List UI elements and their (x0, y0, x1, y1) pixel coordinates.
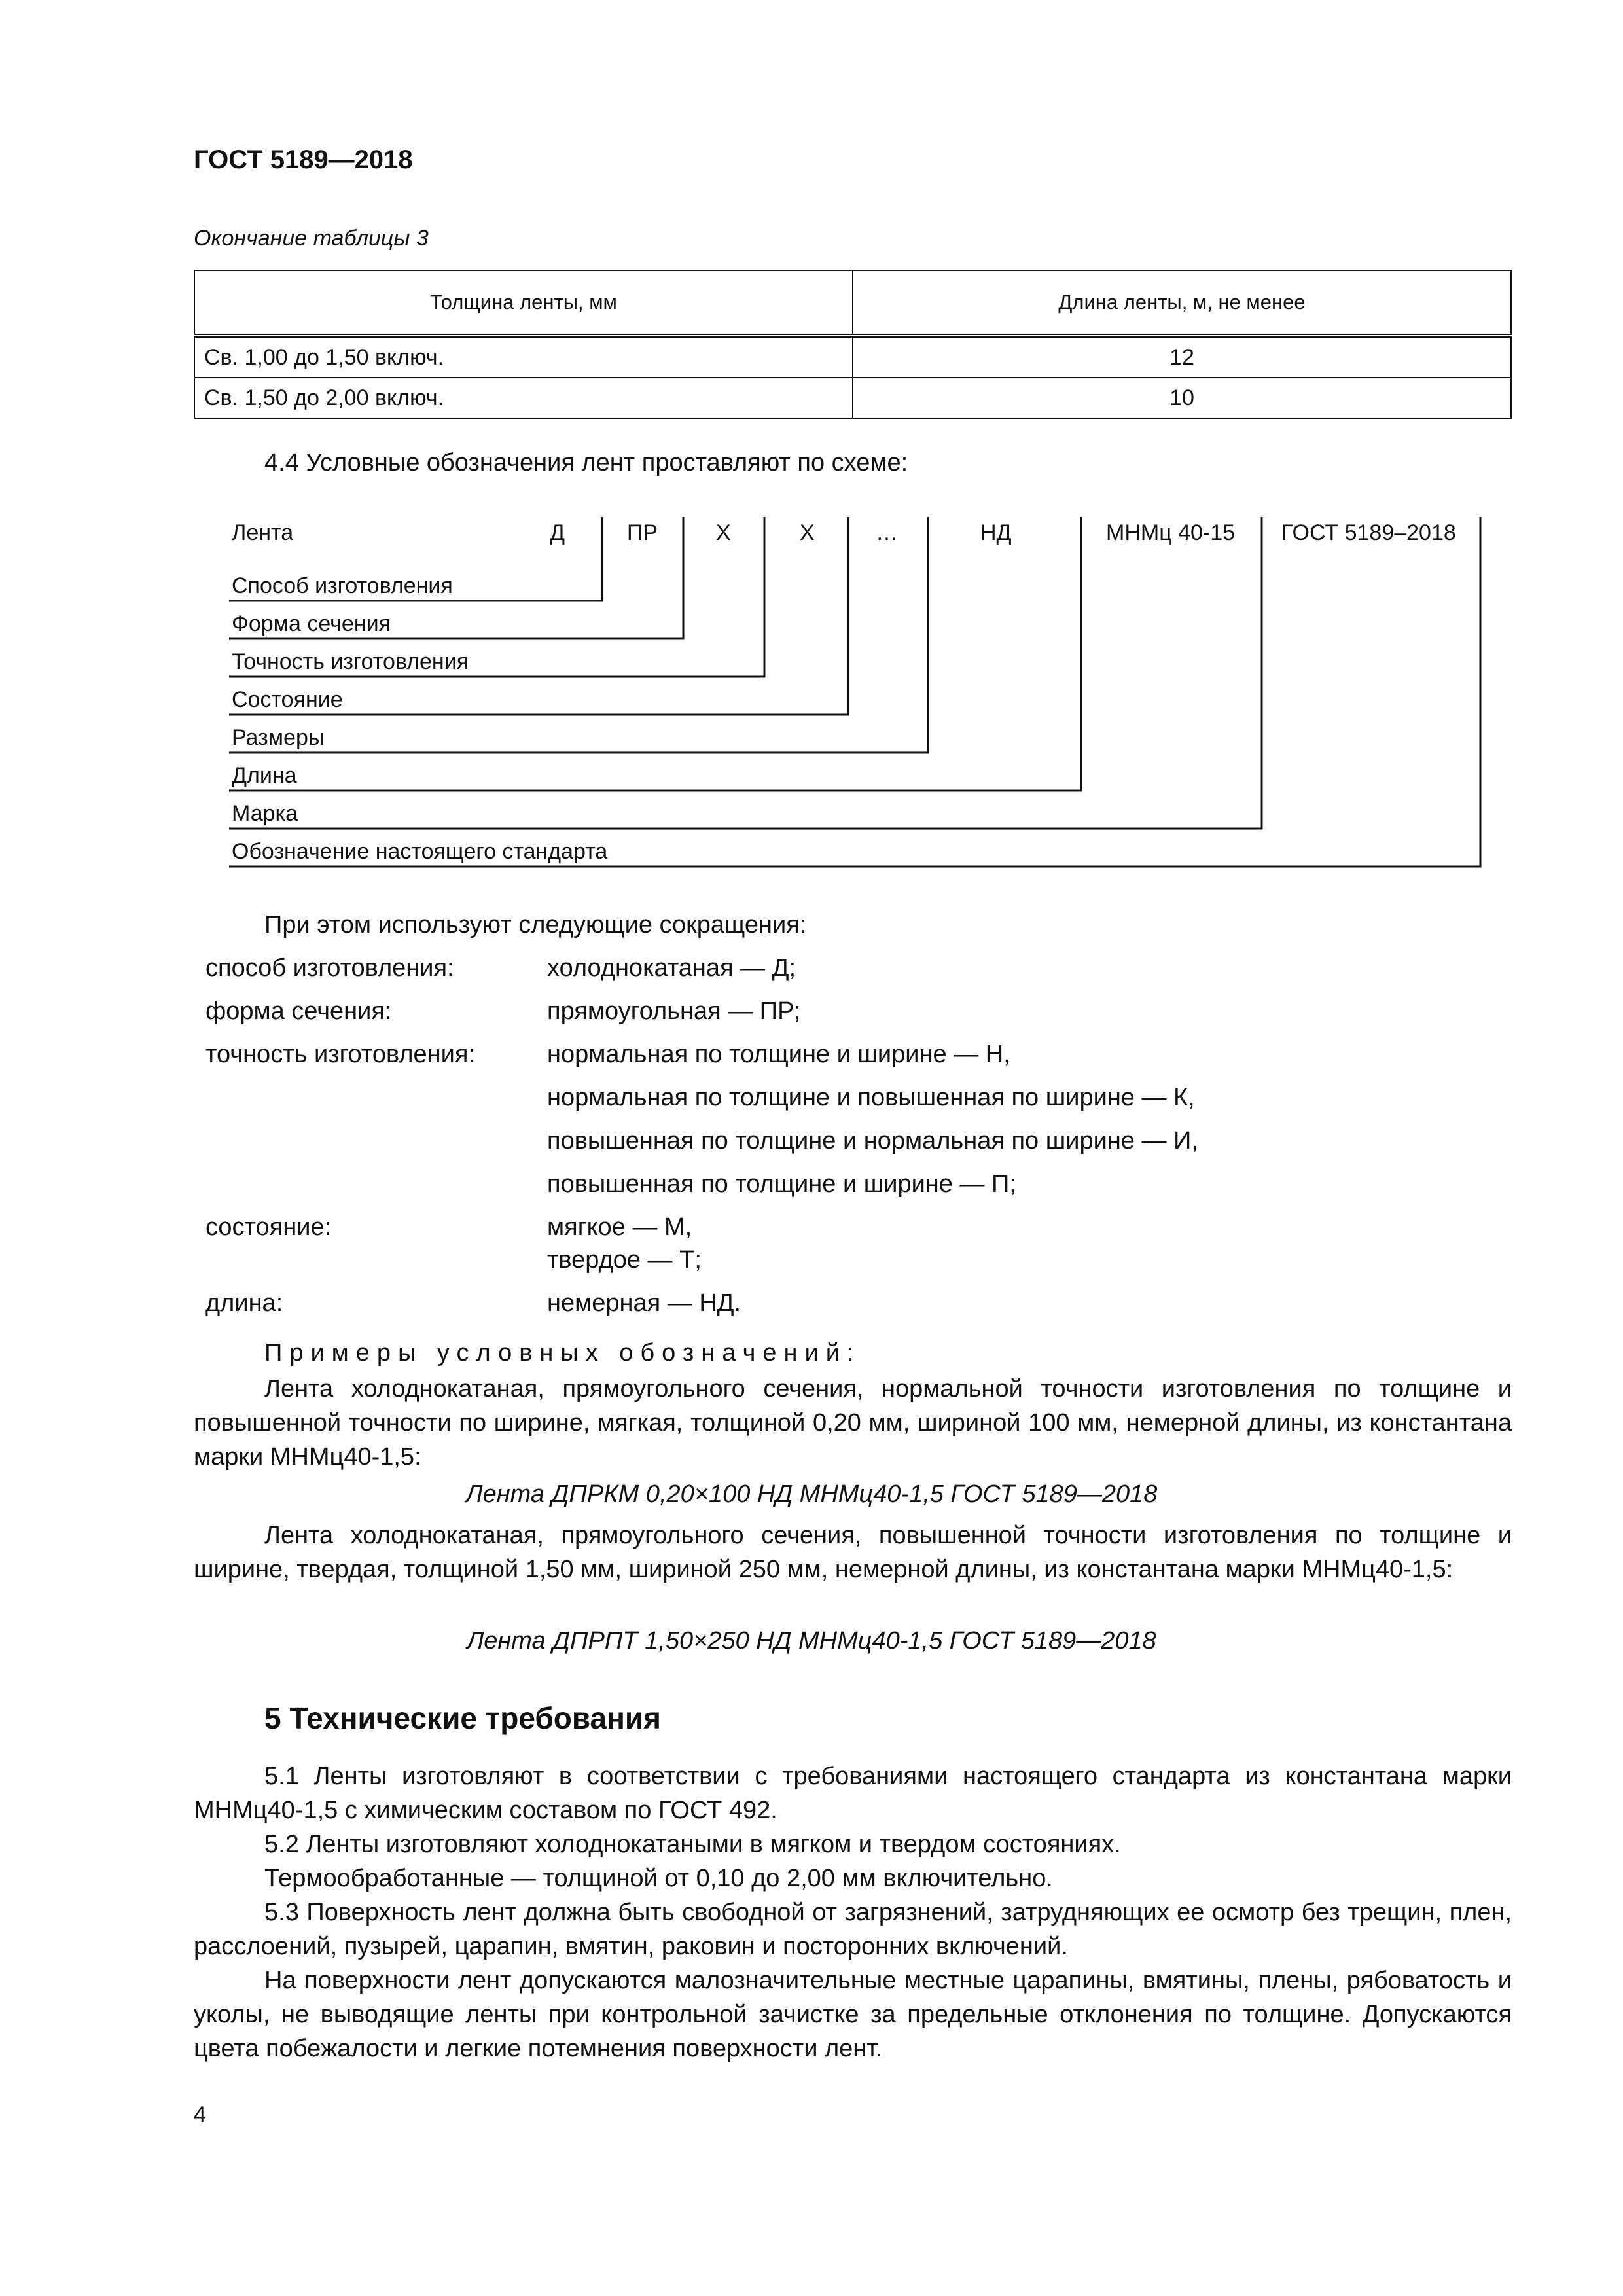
section-5-title: 5 Технические требования (264, 1701, 661, 1735)
scheme-head-item: ГОСТ 5189–2018 (1281, 520, 1456, 545)
abbreviation-value: нормальная по толщине и повышенная по ширине — К, (547, 1084, 1195, 1111)
example-1-sentence: Лента холоднокатаная, прямоугольного сечения, нормальной точности изготовления по толщине и повышенной точности по ширине, мягкая, толщиной 0,20 мм, шириной 100 мм, немерной длины, из константана марки МНМц40-1,5: (194, 1375, 1512, 1471)
scheme-label: Обозначение настоящего стандарта (232, 839, 608, 864)
scheme-head-item: НД (980, 520, 1012, 545)
table-cell: 10 (853, 378, 1511, 418)
abbreviation-term: точность изготовления: (205, 1041, 476, 1068)
scheme-label: Состояние (232, 687, 343, 712)
scheme-head-item: Х (800, 520, 815, 545)
abbreviation-term: форма сечения: (205, 997, 392, 1025)
scheme-label: Длина (232, 763, 297, 788)
table-cell: 12 (853, 336, 1511, 378)
abbreviation-value: холоднокатаная — Д; (547, 954, 796, 982)
abbreviation-value: повышенная по толщине и нормальная по ширине — И, (547, 1127, 1198, 1155)
example-2-sentence: Лента холоднокатаная, прямоугольного сечения, повышенной точности изготовления по толщине и ширине, твердая, толщиной 1,50 мм, шириной 250 мм, немерной длины, из константана марки МНМц40-1,5: (194, 1522, 1512, 1583)
table-caption: Окончание таблицы 3 (194, 226, 429, 251)
example-1-text (194, 1372, 1512, 1474)
example-1-code: Лента ДПРКМ 0,20×100 НД МНМц40-1,5 ГОСТ 5189—2018 (465, 1480, 1158, 1508)
abbreviations-intro: При этом используют следующие сокращения: (264, 911, 807, 939)
scheme-head-item: Х (716, 520, 731, 545)
section-5-3-allowed (194, 1964, 1512, 2066)
scheme-head-item: Лента (232, 520, 294, 545)
abbreviation-value: повышенная по толщине и ширине — П; (547, 1170, 1016, 1198)
section-5-1 (194, 1759, 1512, 1827)
scheme-head-item: … (876, 520, 898, 545)
section-5-2 (194, 1827, 1512, 1861)
scheme-label: Размеры (232, 725, 325, 750)
column-header: Длина ленты, м, не менее (853, 270, 1511, 336)
abbreviation-term: способ изготовления: (205, 954, 454, 982)
section-5-3-text: 5.3 Поверхность лент должна быть свободной от загрязнений, затрудняющих ее осмотр без трещин, плен, расслоений, пузырей, царапин, вмятин, раковин и посторонних включений. (194, 1899, 1512, 1960)
section-5-1-text: 5.1 Ленты изготовляют в соответствии с требованиями настоящего стандарта из константана марки МНМц40-1,5 с химическим составом по ГОСТ 492. (194, 1763, 1512, 1824)
table-cell: Св. 1,50 до 2,00 включ. (194, 378, 853, 418)
abbreviation-value: нормальная по толщине и ширине — Н, (547, 1041, 1010, 1068)
section-4-4-intro: 4.4 Условные обозначения лент проставляют по схеме: (264, 449, 908, 476)
scheme-label: Форма сечения (232, 611, 391, 636)
example-2-code: Лента ДПРПТ 1,50×250 НД МНМц40-1,5 ГОСТ 5189—2018 (467, 1627, 1156, 1655)
document-code: ГОСТ 5189—2018 (194, 145, 413, 174)
scheme-head-item: ПР (627, 520, 658, 545)
scheme-label: Марка (232, 801, 298, 826)
scheme-label: Точность изготовления (232, 649, 469, 674)
section-5-2-text: 5.2 Ленты изготовляют холоднокатаными в мягком и твердом состояниях. (264, 1831, 1121, 1858)
abbreviation-value: твердое — Т; (547, 1246, 702, 1274)
example-2-text (194, 1518, 1512, 1587)
abbreviation-value: прямоугольная — ПР; (547, 997, 801, 1025)
section-5-2-heat (194, 1861, 1512, 1895)
section-5-2-heat-text: Термообработанные — толщиной от 0,10 до 2,00 мм включительно. (264, 1865, 1053, 1892)
table-cell: Св. 1,00 до 1,50 включ. (194, 336, 853, 378)
abbreviation-value: мягкое — М, (547, 1213, 692, 1241)
abbreviation-value: немерная — НД. (547, 1289, 741, 1317)
page-number: 4 (194, 2102, 206, 2127)
section-5-3-allowed-text: На поверхности лент допускаются малозначительные местные царапины, вмятины, плены, рябоватость и уколы, не выводящие ленты при контрольной зачистке за предельные отклонения по толщине. Допускаются цвета побежалости и легкие потемнения поверхности лент. (194, 1967, 1512, 2062)
examples-heading: Примеры условных обозначений: (264, 1339, 861, 1367)
column-header: Толщина ленты, мм (194, 270, 853, 336)
scheme-head-item: Д (550, 520, 565, 545)
section-5-3 (194, 1895, 1512, 1964)
abbreviation-term: состояние: (205, 1213, 332, 1241)
scheme-label: Способ изготовления (232, 573, 453, 598)
scheme-head-item: МНМц 40-15 (1106, 520, 1236, 545)
abbreviation-term: длина: (205, 1289, 283, 1317)
